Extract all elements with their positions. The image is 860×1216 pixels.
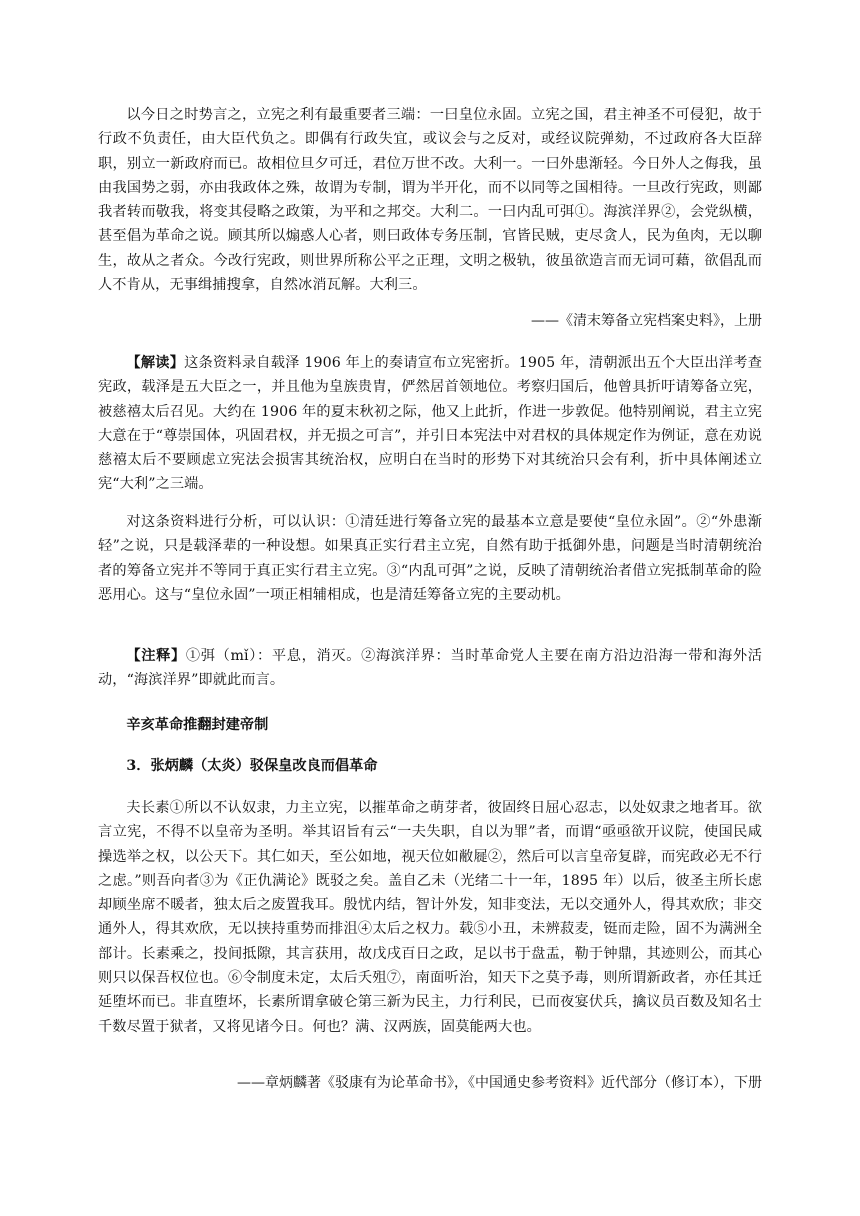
reading-paragraph — [98, 351, 762, 497]
quote-paragraph-2: 夫长素①所以不认奴隶，力主立宪，以摧革命之萌芽者，彼固终日屈心忍志，以处奴隶之地者耳。欲言立宪，不得不以皇帝为圣明。举其诏旨有云“一夫失职，自以为罪”者，而谓“亟亟欲开议院，使国民咸操选举之权，以公天下。其仁如天，至公如地，视天位如敝屣②，然后可以言皇帝复辟，而宪政必无不行之虑。”则吾向者③为《正仇满论》既驳之矣。盖自乙未（光绪二十一年，1895 年）以后，彼圣主所长虑却顾坐席不暖者，独太后之废置我耳。殷忧内结，智计外发，知非变法，无以交通外人，得其欢欣；非交通外人，得其欢欣，无以挟持重势而排沮④太后之权力。载⑤小丑，未辨菽麦，铤而走险，固不为满洲全部计。长素乘之，投间抵隙，其言获用，故戊戌百日之政，足以书于盘盂，勒于钟鼎，其迹则公，而其心则只以保吾权位也。⑥令制度未定，太后夭殂⑦，南面听治，知天下之莫予毒，则所谓新政者，亦任其迁延堕坏而已。非直堕坏，长素所谓拿破仑第三新为民主，力行利民，已而夜宴伏兵，擒议员百数及知名士千数尽置于狱者，又将见诸今日。何也？满、汉两族，固莫能两大也。 — [98, 800, 762, 1035]
note-label: 【注释】 — [126, 648, 186, 664]
note-text: ①弭（mǐ）：平息，消灭。②海滨洋界：当时革命党人主要在南方沿边沿海一带和海外活动，“海滨洋界”即就此而言。 — [98, 648, 762, 689]
source-citation-2: ——章炳麟著《驳康有为论革命书》，《中国通史参考资料》近代部分（修订本），下册 — [237, 1075, 762, 1091]
reading-label: 【解读】 — [126, 355, 185, 371]
source-citation-1: ——《清末筹备立宪档案史料》，上册 — [531, 313, 762, 329]
section-subheading: 3．张炳麟（太炎）驳保皇改良而倡革命 — [126, 758, 378, 774]
analysis-paragraph: 对这条资料进行分析，可以认识：①清廷进行筹备立宪的最基本立意是要使“皇位永固”。②“外患渐轻”之说，只是载泽辈的一种设想。如果真正实行君主立宪，自然有助于抵御外患，问题是当时清朝统治者的筹备立宪并不等同于真正实行君主立宪。③“内乱可弭”之说，反映了清朝统治者借立宪抵制革命的险恶用心。这与“皇位永固”一项正相辅相成，也是清廷筹备立宪的主要动机。 — [98, 514, 762, 603]
quote-paragraph-1: 以今日之时势言之，立宪之利有最重要者三端：一曰皇位永固。立宪之国，君主神圣不可侵犯，故于行政不负责任，由大臣代负之。即偶有行政失宜，或议会与之反对，或经议院弹劾，不过政府各大臣辞职，别立一新政府而已。故相位旦夕可迁，君位万世不改。大利一。一曰外患渐轻。今日外人之侮我，虽由我国势之弱，亦由我政体之殊，故谓为专制，谓为半开化，而不以同等之国相待。一旦改行宪政，则鄙我者转而敬我，将变其侵略之政策，为平和之邦交。大利二。一曰内乱可弭①。海滨洋界②，会党纵横，甚至倡为革命之说。顾其所以煽惑人心者，则曰政体专务压制，官皆民贼，吏尽贪人，民为鱼肉，无以聊生，故从之者众。今改行宪政，则世界所称公平之正理，文明之极轨，彼虽欲造言而无词可藉，欲倡乱而人不肯从，无事缉捕搜拿，自然冰消瓦解。大利三。 — [98, 107, 762, 294]
section-heading: 辛亥革命推翻封建帝制 — [126, 717, 269, 733]
reading-text: 这条资料录自载泽 1906 年上的奏请宣布立宪密折。1905 年，清朝派出五个大臣出洋考查宪政，载泽是五大臣之一，并且他为皇族贵胄，俨然居首领地位。考察归国后，他曾具折吁请筹备立宪，被慈禧太后召见。大约在 1906 年的夏末秋初之际，他又上此折，作进一步敦促。他特别阐说，君主立宪大意在于“尊崇国体，巩固君权，并无损之可言”，并引日本宪法中对君权的具体规定作为例证，意在劝说慈禧太后不要顾虑立宪法会损害其统治权，应明白在当时的形势下对其统治只会有利，折中具体阐述立宪“大利”之三端。 — [98, 355, 762, 493]
note-paragraph — [98, 644, 762, 693]
